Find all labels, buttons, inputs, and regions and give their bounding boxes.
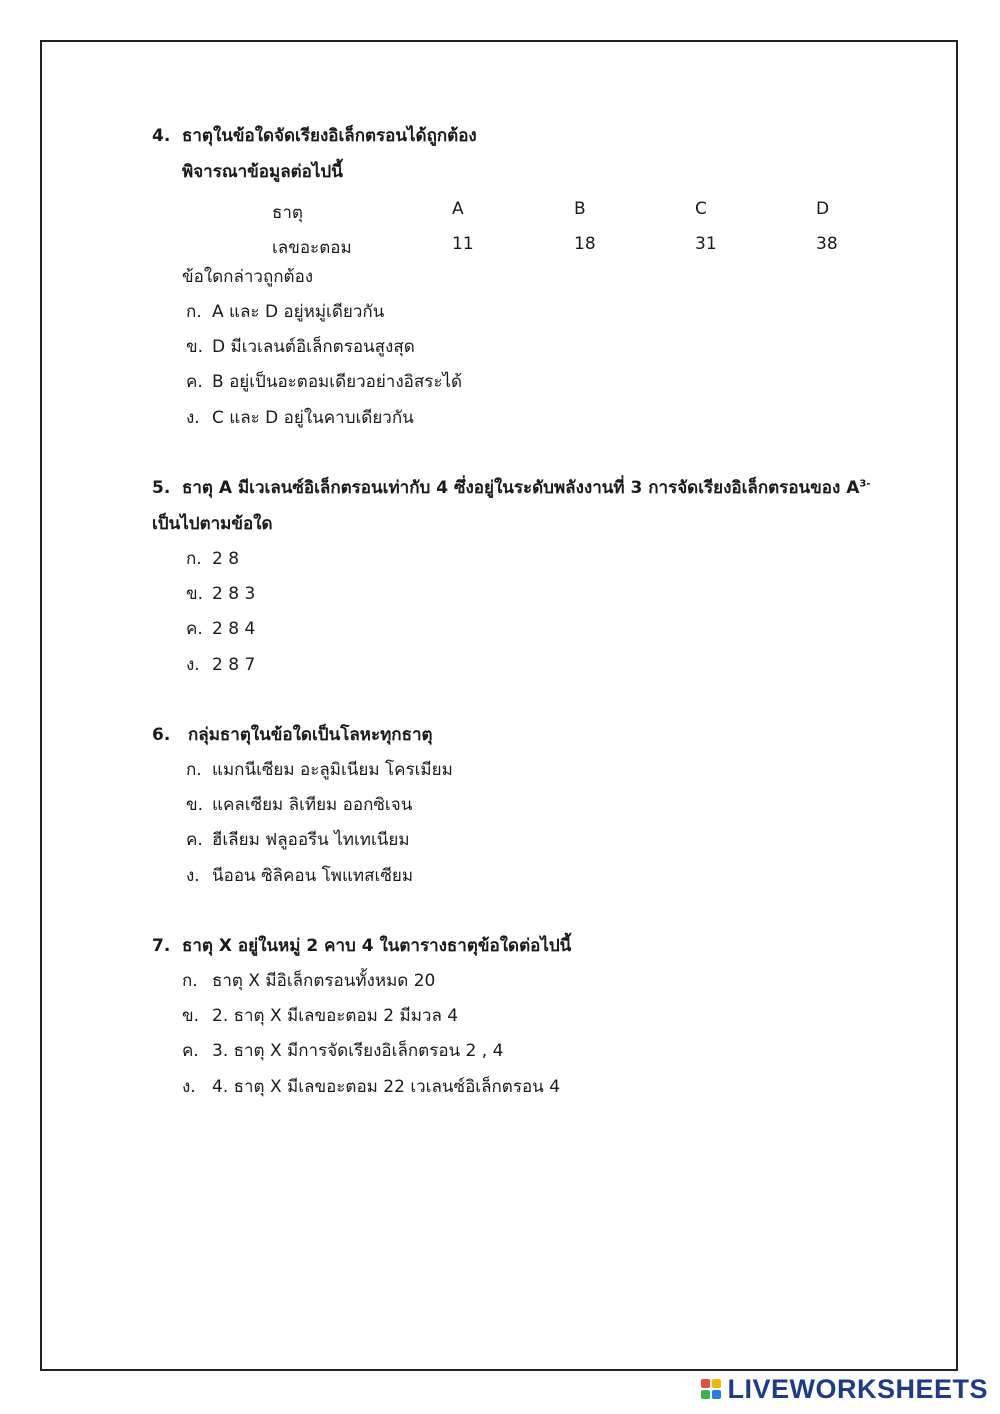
table-cell: A	[452, 199, 464, 219]
question-5-option-a[interactable]: ก. 2 8	[186, 549, 240, 569]
question-5-number: 5.	[152, 478, 171, 498]
table-cell: C	[695, 199, 707, 219]
question-4-subtitle: พิจารณาข้อมูลต่อไปนี้	[182, 162, 343, 182]
table-cell: 18	[574, 234, 596, 254]
footer-brand	[701, 1374, 988, 1404]
table-cell: B	[574, 199, 586, 219]
question-7-option-b[interactable]: ข. 2. ธาตุ X มีเลขอะตอม 2 มีมวล 4	[182, 1006, 459, 1026]
question-4-option-b[interactable]: ข. D มีเวเลนต์อิเล็กตรอนสูงสุด	[186, 337, 415, 357]
question-7-title: 7. ธาตุ X อยู่ในหมู่ 2 คาบ 4 ในตารางธาตุข้อใดต่อไปนี้	[152, 936, 572, 956]
liveworksheets-logo-icon	[701, 1379, 721, 1399]
question-6-option-c[interactable]: ค. ฮีเลียม ฟลูออรีน ไทเทเนียม	[186, 830, 410, 850]
question-4-title: 4. ธาตุในข้อใดจัดเรียงอิเล็กตรอนได้ถูกต้อง	[152, 126, 477, 146]
question-6-title: 6. กลุ่มธาตุในข้อใดเป็นโลหะทุกธาตุ	[152, 725, 433, 745]
question-7-option-d[interactable]: ง. 4. ธาตุ X มีเลขอะตอม 22 เวเลนซ์อิเล็กตรอน 4	[182, 1077, 561, 1097]
ion-charge-superscript: 3-	[859, 478, 871, 490]
question-5-option-b[interactable]: ข. 2 8 3	[186, 584, 256, 604]
question-4-number: 4.	[152, 126, 171, 146]
table-cell: D	[816, 199, 830, 219]
question-7-number: 7.	[152, 936, 171, 956]
question-5-title: 5. ธาตุ A มีเวเลนซ์อิเล็กตรอนเท่ากับ 4 ซึ่งอยู่ในระดับพลังงานที่ 3 การจัดเรียงอิเล็กตรอนของ $A^{3-}$	[152, 478, 871, 498]
question-5-title-continued: เป็นไปตามข้อใด	[152, 514, 273, 534]
question-5-option-c[interactable]: ค. 2 8 4	[186, 619, 256, 639]
question-5-option-d[interactable]: ง. 2 8 7	[186, 655, 256, 675]
table-cell: 38	[816, 234, 838, 254]
brand-name: LIVEWORKSHEETS	[727, 1373, 988, 1404]
question-4-option-c[interactable]: ค. B อยู่เป็นอะตอมเดียวอย่างอิสระได้	[186, 372, 463, 392]
question-6-option-d[interactable]: ง. นีออน ซิลิคอน โพแทสเซียม	[186, 866, 414, 886]
question-7-option-a[interactable]: ก. ธาตุ X มีอิเล็กตรอนทั้งหมด 20	[182, 971, 436, 991]
table-cell: 31	[695, 234, 717, 254]
question-4-option-d[interactable]: ง. C และ D อยู่ในคาบเดียวกัน	[186, 408, 414, 428]
question-6-option-b[interactable]: ข. แคลเซียม ลิเทียม ออกซิเจน	[186, 795, 413, 815]
question-6-number: 6.	[152, 725, 171, 745]
question-6-option-a[interactable]: ก. แมกนีเซียม อะลูมิเนียม โครเมียม	[186, 760, 453, 780]
question-7-option-c[interactable]: ค. 3. ธาตุ X มีการจัดเรียงอิเล็กตรอน 2 , 4	[182, 1041, 504, 1061]
table-header-atomic-number: เลขอะตอม	[272, 238, 352, 258]
question-4-option-a[interactable]: ก. A และ D อยู่หมู่เดียวกัน	[186, 302, 385, 322]
table-header-element: ธาตุ	[272, 203, 303, 223]
table-cell: 11	[452, 234, 474, 254]
question-4-prompt: ข้อใดกล่าวถูกต้อง	[182, 267, 314, 287]
